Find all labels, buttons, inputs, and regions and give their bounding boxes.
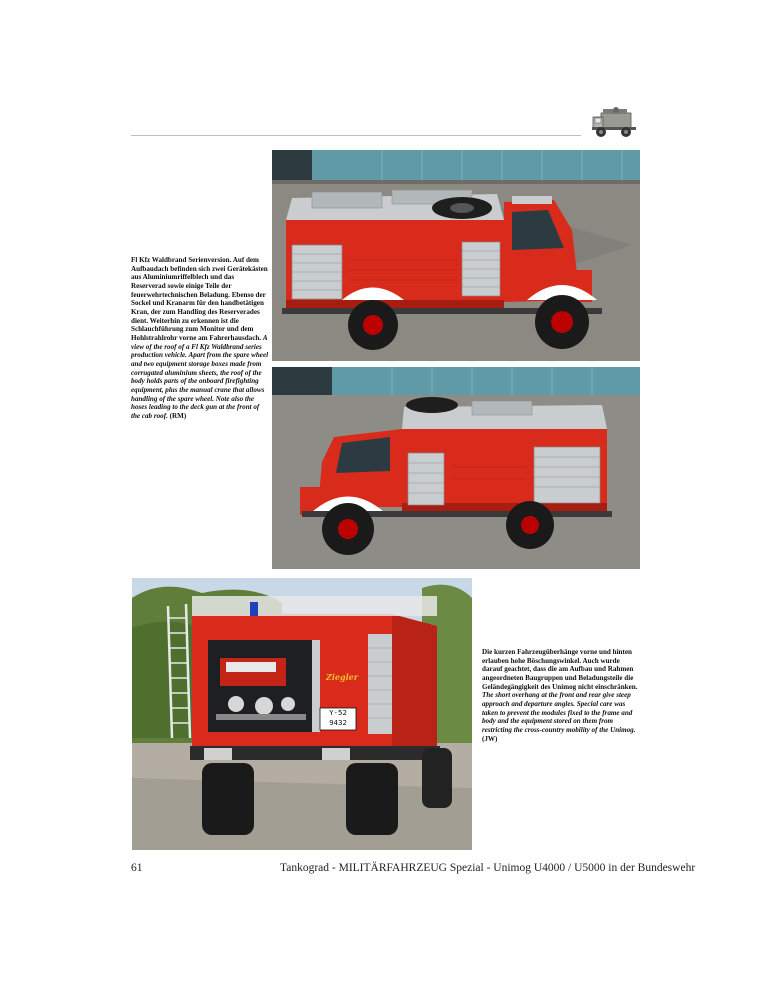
- caption-german: Die kurzen Fahrzeugüberhänge vorne und hinten erlauben hohe Böschungswinkel. Auch wurde darauf geachtet, dass die am Aufbau und Rahmen angeordneten Baugruppen und Beladungsteile die Geländegängigkeit des Unimog nicht einschränken.: [482, 648, 638, 691]
- caption-english: The short overhang at the front and rear give steep approach and departure angles. Special care was taken to prevent the modules fixed to the frame and body and the equipment stored on them from restricting the cross-country mobility of the Unimog.: [482, 691, 636, 734]
- photo-rear-view: [132, 578, 472, 850]
- body-logo: Ziegler: [326, 672, 358, 682]
- running-title: Tankograd - MILITÄRFAHRZEUG Spezial - Unimog U4000 / U5000 in der Bundeswehr: [280, 862, 696, 874]
- caption-german: Fl Kfz Waldbrand Serienversion. Auf dem Aufbaudach befinden sich zwei Gerätekästen aus Aluminiumriffelblech und das Reserverad sowie einige Teile der feuerwehrtechnischen Beladung. Ebenso der Sockel und Kranarm für den handbetätigen Kran, der zum Handling des Reserverades dient. Weiterhin zu erkennen ist die Schlauchführung zum Monitor und dem Hohlstrahlrohr vorne am Fahrerhausdach.: [131, 256, 268, 342]
- page-number: 61: [131, 862, 143, 874]
- license-plate: [320, 708, 356, 730]
- photo-credit: (JW): [482, 734, 498, 743]
- photo-credit: (RM): [169, 411, 187, 420]
- header-rule: [131, 135, 581, 136]
- photo-roof-view-left: [272, 367, 640, 569]
- caption-rear-view: [482, 648, 642, 743]
- caption-roof-view: [131, 256, 269, 420]
- photo-roof-view: [272, 150, 640, 361]
- license-plate-line1: Y-52: [329, 708, 347, 717]
- license-plate-line2: 9432: [329, 718, 347, 727]
- truck-icon: [589, 105, 641, 139]
- caption-english: A view of the roof of a Fl Kfz Waldbrand series production vehicle. Apart from the spare wheel and two equipment storage boxes made from corrugated aluminium sheets, the roof of the body holds parts of the onboard firefighting equipment, plus the manual crane that allows handling of the spare wheel. Note also the hoses leading to the deck gun at the front of the cab roof.: [131, 333, 269, 420]
